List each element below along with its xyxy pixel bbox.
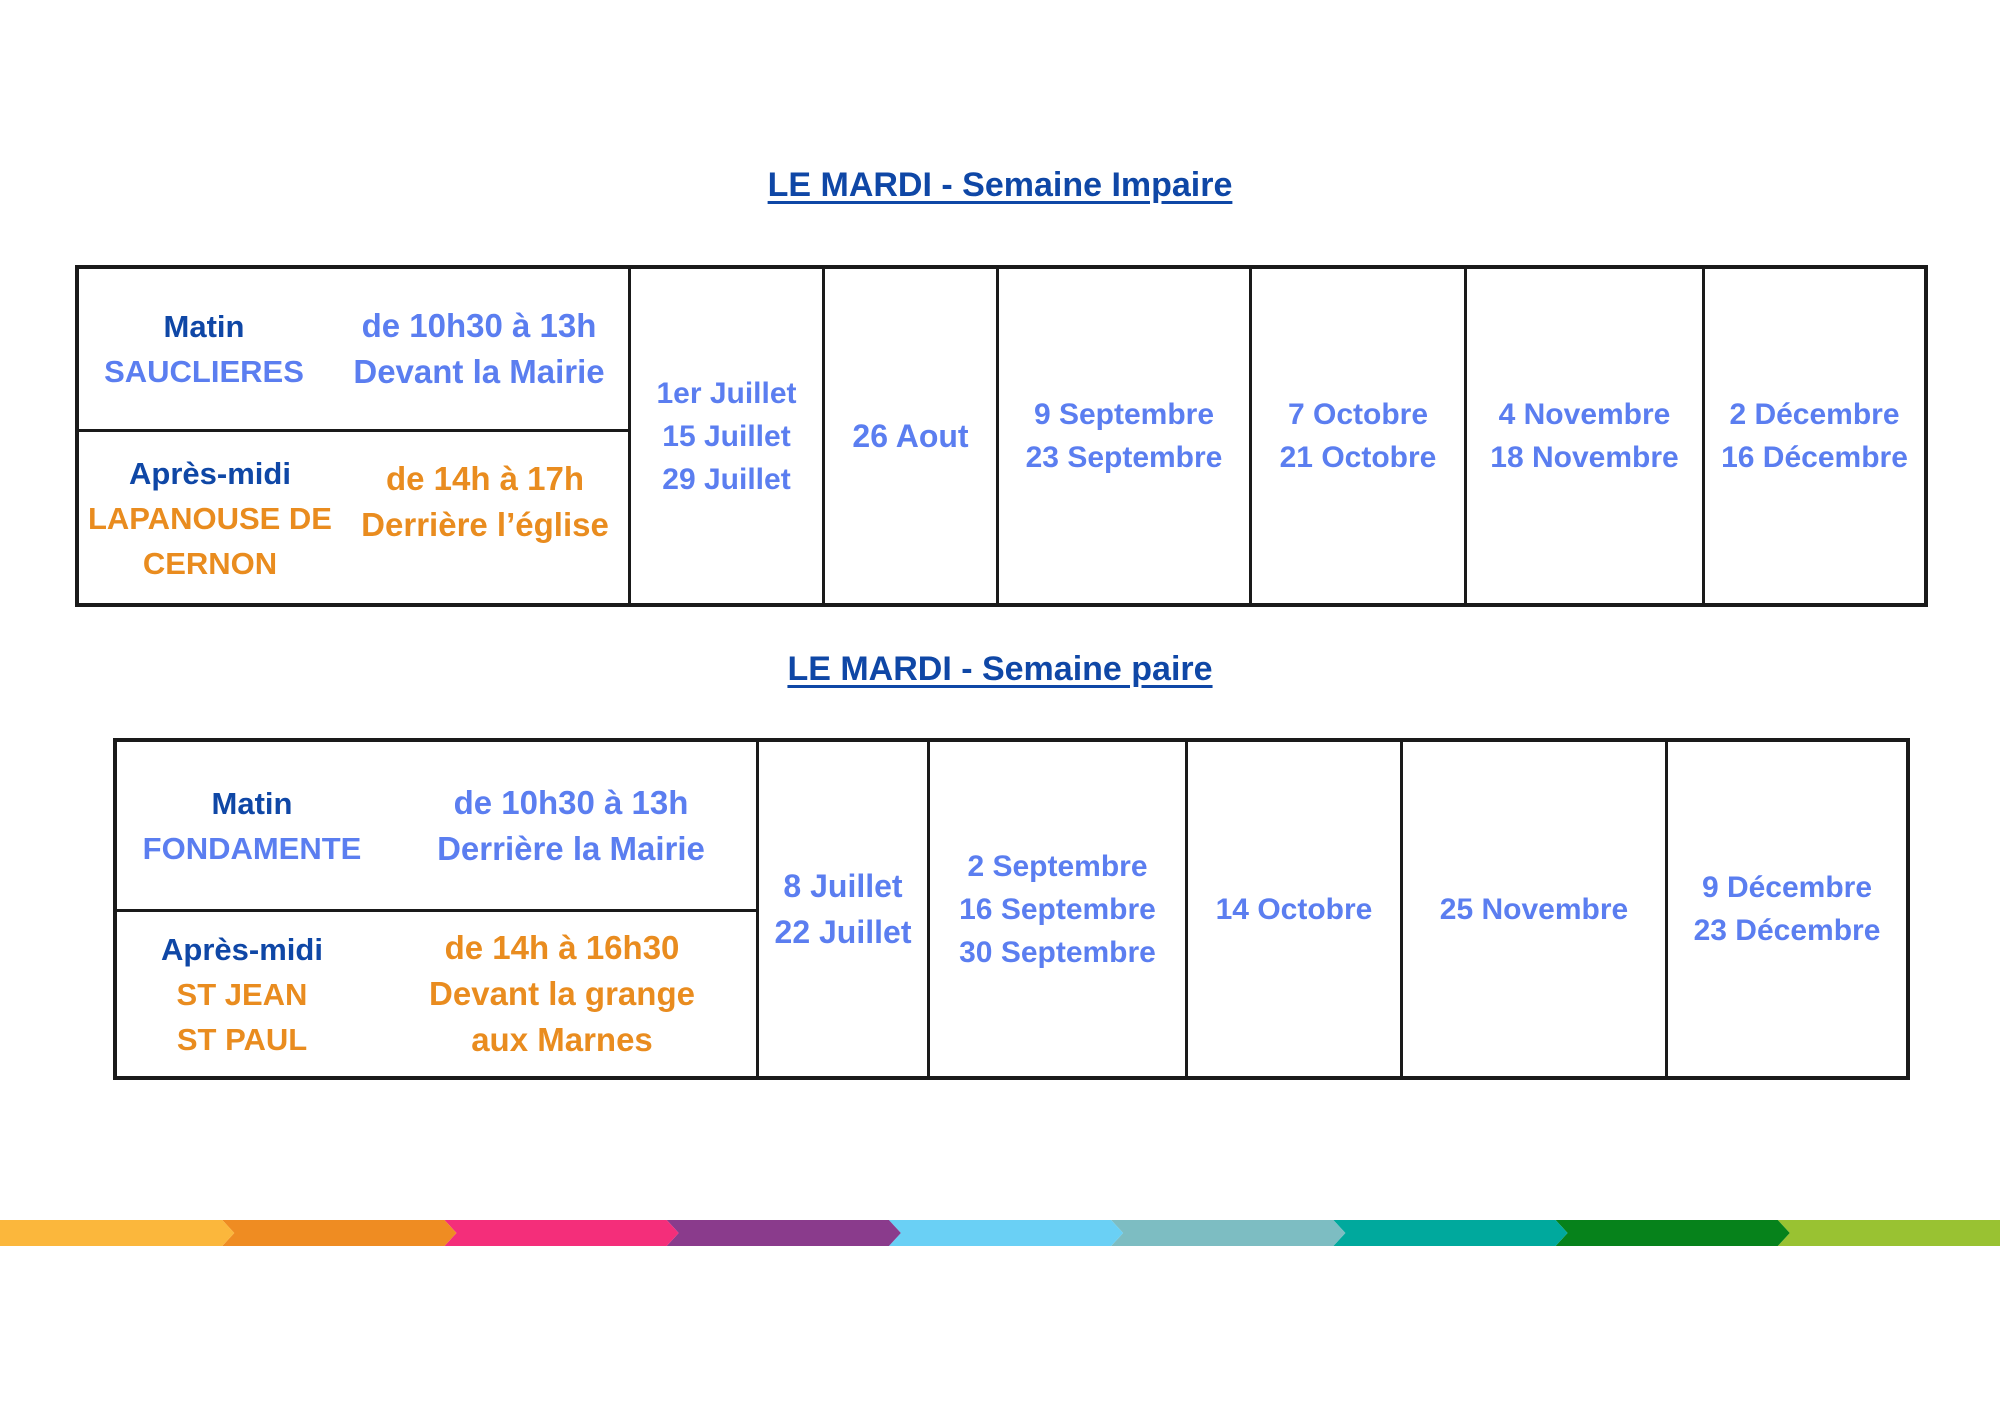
- afternoon-place-line: ST JEAN: [176, 976, 308, 1012]
- stripe-segment: [1111, 1220, 1345, 1246]
- afternoon-location-line: Devant la grange: [429, 975, 695, 1012]
- section-1-title: LE MARDI - Semaine Impaire: [767, 166, 1233, 204]
- month-cell-september: [999, 269, 1249, 603]
- date-entry: 8 Juillet: [783, 868, 903, 904]
- date-entry: 23 Septembre: [1025, 441, 1223, 474]
- afternoon-label: Après-midi: [129, 455, 291, 491]
- date-entry: 30 Septembre: [959, 935, 1156, 969]
- date-entry: 16 Décembre: [1721, 441, 1908, 474]
- afternoon-time-cell: [341, 432, 629, 572]
- afternoon-time-cell: [367, 912, 757, 1076]
- morning-place: SAUCLIERES: [104, 354, 304, 389]
- morning-location: Derrière la Mairie: [437, 829, 705, 867]
- morning-label: Matin: [163, 309, 245, 344]
- month-cell-december: [1668, 742, 1906, 1076]
- afternoon-label-cell: [117, 912, 367, 1076]
- afternoon-place-line: CERNON: [142, 545, 278, 581]
- afternoon-time: de 14h à 16h30: [444, 929, 680, 966]
- afternoon-label-cell: [79, 432, 341, 604]
- month-cell-november: [1403, 742, 1665, 1076]
- month-cell-july: [631, 269, 822, 603]
- afternoon-label: Après-midi: [161, 931, 323, 967]
- morning-time: de 10h30 à 13h: [453, 783, 689, 821]
- schedule-table-odd-weeks: [75, 265, 1928, 607]
- stripe-segment: [667, 1220, 901, 1246]
- color-stripe-decoration: [0, 1220, 2000, 1246]
- month-cell-september: [930, 742, 1185, 1076]
- date-entry: 29 Juillet: [662, 462, 791, 496]
- schedule-table-even-weeks: [113, 738, 1910, 1080]
- date-entry: 2 Décembre: [1729, 398, 1900, 431]
- date-entry: 18 Novembre: [1490, 441, 1679, 474]
- date-entry: 25 Novembre: [1439, 892, 1629, 926]
- month-cell-december: [1705, 269, 1924, 603]
- month-cell-august: [825, 269, 996, 603]
- date-entry: 15 Juillet: [662, 419, 791, 453]
- morning-time-cell: [329, 269, 629, 429]
- afternoon-location-line: aux Marnes: [471, 1021, 653, 1058]
- date-entry: 22 Juillet: [774, 914, 912, 950]
- month-cell-october: [1188, 742, 1400, 1076]
- date-entry: 14 Octobre: [1215, 892, 1373, 926]
- month-cell-july: [759, 742, 927, 1076]
- date-entry: 7 Octobre: [1287, 398, 1429, 431]
- stripe-segment: [1778, 1220, 2000, 1246]
- stripe-segment: [222, 1220, 456, 1246]
- month-cell-november: [1467, 269, 1702, 603]
- date-entry: 16 Septembre: [959, 892, 1156, 926]
- stripe-segment: [0, 1220, 234, 1246]
- date-entry: 26 Aout: [852, 418, 969, 454]
- stripe-segment: [1333, 1220, 1567, 1246]
- stripe-segment: [889, 1220, 1123, 1246]
- afternoon-location: Derrière l’église: [361, 506, 609, 543]
- morning-time: de 10h30 à 13h: [361, 307, 597, 344]
- section-2-title: LE MARDI - Semaine paire: [787, 650, 1213, 688]
- date-entry: 2 Septembre: [967, 849, 1148, 883]
- date-entry: 4 Novembre: [1498, 398, 1671, 431]
- morning-label-cell: [79, 269, 329, 429]
- afternoon-time: de 14h à 17h: [385, 460, 585, 497]
- afternoon-place-line: LAPANOUSE DE: [87, 500, 332, 536]
- date-entry: 9 Septembre: [1033, 398, 1215, 431]
- morning-location: Devant la Mairie: [353, 353, 605, 390]
- afternoon-place-line: ST PAUL: [176, 1021, 308, 1057]
- morning-place: FONDAMENTE: [142, 830, 362, 866]
- morning-label: Matin: [211, 785, 293, 821]
- date-entry: 23 Décembre: [1693, 914, 1881, 947]
- stripe-segment: [444, 1220, 678, 1246]
- date-entry: 1er Juillet: [656, 376, 797, 410]
- month-cell-october: [1252, 269, 1464, 603]
- morning-time-cell: [387, 742, 755, 909]
- morning-label-cell: [117, 742, 387, 909]
- date-entry: 9 Décembre: [1701, 871, 1873, 904]
- date-entry: 21 Octobre: [1279, 441, 1437, 474]
- stripe-segment: [1556, 1220, 1790, 1246]
